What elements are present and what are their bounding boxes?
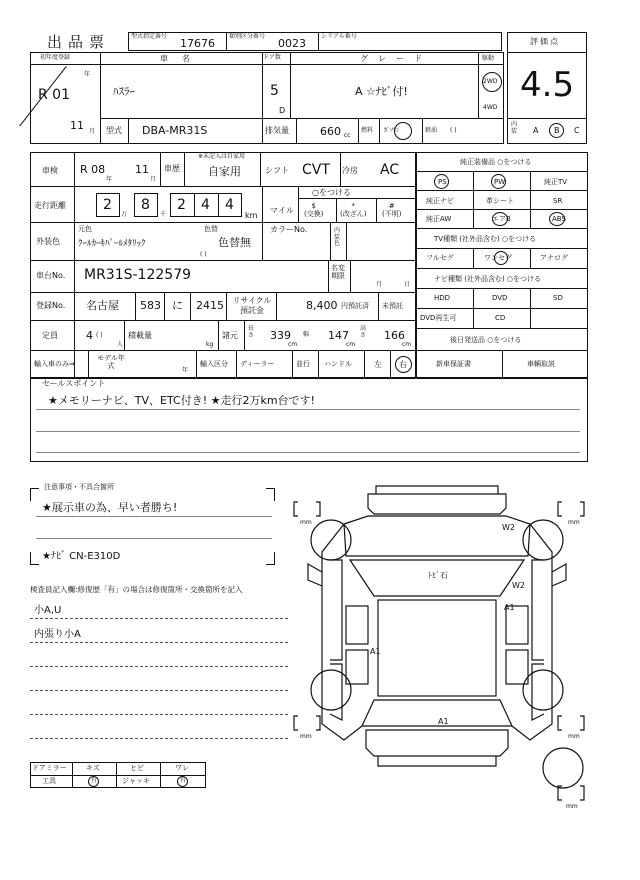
equip-tv: 純正TV — [544, 178, 568, 186]
capacity-value: 4 — [86, 329, 93, 342]
plate-class: 583 — [140, 299, 161, 312]
altered-label: * (改ざん) — [340, 202, 367, 219]
legend-jack: ジャッキ — [122, 777, 150, 785]
shaken-month-unit: 月 — [150, 176, 157, 183]
mm-front-right: mm — [568, 519, 580, 526]
equip-ps: PS — [438, 178, 447, 186]
mileage-digit-3: 2 — [177, 197, 186, 213]
width-value: 147 — [328, 329, 349, 342]
mark-w2-side: W2 — [512, 581, 525, 590]
navi-sd: SD — [553, 294, 563, 302]
name-change-label: 名変期限 — [331, 264, 345, 280]
name-change-month: 月 — [376, 281, 383, 288]
history-value: 自家用 — [208, 165, 241, 178]
mileage-man: 万 — [121, 211, 128, 218]
unknown-label: # (不明) — [382, 202, 402, 219]
exchange-label: $ (交換) — [304, 202, 324, 219]
katashiki-label: 型式指定番号 — [131, 33, 168, 40]
mileage-note: ○をつける — [312, 188, 351, 197]
mm-front-left: mm — [300, 519, 312, 526]
grade-value: A ☆ﾅﾋﾞ付! — [355, 85, 408, 98]
width-unit: cm — [346, 341, 356, 348]
mileage-digit-4: 4 — [201, 197, 210, 213]
shift-label: シフト — [265, 166, 289, 175]
ruibetsu-value: 0023 — [278, 37, 306, 50]
legend-crack: ヒビ — [130, 764, 144, 772]
color-change-value: 色替無 — [218, 236, 251, 249]
fuel-other: ( ) — [450, 127, 457, 134]
mileage-digit-5: 4 — [225, 197, 234, 213]
ac-label: 冷房 — [342, 166, 358, 175]
mileage-unit: km — [245, 211, 258, 220]
legend-jack-have: 有 — [180, 777, 187, 784]
capacity-label: 定員 — [42, 331, 58, 340]
length-label: 長さ — [248, 325, 255, 339]
serial-label: シリアル番号 — [321, 33, 357, 40]
doors-value: 5 — [270, 83, 279, 99]
model-year-label: モデル年式 — [97, 354, 125, 371]
legend-mirror: ドアミラー — [32, 764, 67, 772]
equip-abs: ABS — [552, 215, 566, 223]
plate-kana: に — [172, 299, 183, 312]
page-title: 出品票 — [47, 33, 111, 51]
tv-analog: アナログ — [540, 254, 568, 262]
history-label: 車歴 — [164, 164, 180, 173]
plate-region: 名古屋 — [86, 299, 119, 312]
grade-label: グレード — [360, 54, 432, 63]
mileage-sen: 千 — [160, 211, 167, 218]
width-label: 幅 — [303, 331, 310, 338]
mm-rear-right: mm — [568, 733, 580, 740]
plate-number: 2415 — [196, 299, 224, 312]
recycle-label: リサイクル預託金 — [232, 296, 272, 315]
import-label: 輸入車のみ⇒ — [34, 360, 75, 368]
length-value: 339 — [270, 329, 291, 342]
inspector-line1: 小A,U — [34, 605, 62, 616]
era-year-label: 年 — [84, 71, 91, 78]
first-reg-month: 11 — [70, 119, 84, 132]
height-unit: cm — [402, 341, 412, 348]
capacity-unit: 人 — [117, 341, 124, 348]
exterior-label: 外装色 — [36, 237, 60, 246]
displacement-value: 660 — [320, 125, 341, 138]
name-change-day: 日 — [404, 281, 411, 288]
inspector-line2: 内張り小A — [34, 629, 81, 640]
displacement-label: 排気量 — [265, 126, 289, 135]
navi-hdd: HDD — [434, 294, 451, 302]
drive-2wd: 2WD — [483, 78, 498, 85]
handle-left: 左 — [374, 360, 382, 369]
mark-a1-right: A1 — [504, 603, 515, 612]
color-change-label: 色替 — [204, 225, 218, 233]
displacement-unit: cc — [344, 132, 351, 139]
recycle-value: 8,400 — [306, 299, 338, 312]
mark-a1-left: A1 — [370, 647, 381, 656]
tv-fullseg: フルセグ — [426, 254, 454, 262]
later-manual: 車輌取説 — [527, 360, 555, 368]
tv-title: TV種類 (社外品含む) ○をつける — [434, 235, 537, 243]
mark-w2-front: W2 — [502, 523, 515, 532]
interior-grade-c: C — [574, 126, 580, 135]
drive-label: 駆動 — [482, 55, 495, 62]
tv-oneseg: ワンセグ — [484, 254, 512, 262]
model-label: 型式 — [106, 126, 122, 135]
mm-rear-left: mm — [300, 733, 312, 740]
recycle-unpaid: 未預託 — [382, 302, 403, 310]
drive-4wd: 4WD — [483, 104, 498, 111]
original-color-label: 元色 — [78, 225, 92, 233]
mm-spare: mm — [566, 803, 578, 810]
equip-leather: 革シート — [486, 197, 514, 205]
handle-label: ハンドル — [324, 360, 352, 368]
score-label: 評価点 — [530, 37, 560, 46]
notes-label: 注意事項・不具合箇所 — [44, 483, 114, 491]
doors-label: ドア数 — [263, 54, 281, 61]
dims-label: 諸元 — [222, 331, 238, 340]
navi-dvd: DVD — [492, 294, 508, 302]
mark-a1-rear: A1 — [438, 717, 449, 726]
recycle-status: 円預託済 — [341, 302, 369, 310]
mile-label: マイル — [270, 206, 294, 215]
fuel-value: ｶﾞｿﾘﾝ — [384, 127, 400, 134]
navi-cd: CD — [495, 314, 506, 322]
legend-tools: 工具 — [42, 777, 56, 785]
ac-value: AC — [380, 162, 400, 178]
height-label: 高さ — [360, 325, 367, 339]
legend-break: ワレ — [175, 764, 189, 772]
plate-label: 登録No. — [36, 301, 66, 310]
equip-navi: 純正ナビ — [426, 197, 454, 205]
light-oil-label: 軽油 — [425, 127, 438, 134]
later-title: 後日発送品 ○をつける — [450, 336, 522, 344]
mileage-digit-2: 8 — [141, 197, 150, 213]
interior-grade-b: B — [554, 126, 560, 135]
fuel-label: 燃料 — [361, 127, 374, 134]
load-label: 積載量 — [128, 331, 152, 340]
exterior-value: ｸｰﾙｶｰｷﾊﾟｰﾙﾒﾀﾘｯｸ — [78, 239, 146, 249]
equip-airbag: エアB — [492, 215, 511, 223]
legend-tools-have: 有 — [91, 777, 98, 784]
interior-label: 内装 — [511, 121, 518, 135]
later-warranty: 新車保証書 — [436, 360, 471, 368]
katashiki-value: 17676 — [180, 37, 215, 50]
car-name-label: 車名 — [160, 54, 204, 63]
shift-value: CVT — [302, 162, 330, 178]
first-reg-label: 初年度登録 — [40, 54, 71, 61]
mileage-digit-1: 2 — [103, 197, 112, 213]
parallel-label: 並行 — [296, 360, 310, 368]
notes-line2: ★ﾅﾋﾞ CN-E310D — [42, 551, 121, 562]
first-reg-year: R 01 — [38, 87, 70, 103]
history-note: ※未記入は自家用 — [198, 153, 246, 160]
model-value: DBA-MR31S — [142, 124, 208, 137]
shaken-month: 11 — [135, 163, 149, 176]
model-year-unit: 年 — [182, 367, 189, 374]
chassis-value: MR31S-122579 — [84, 267, 192, 283]
chassis-label: 車台No. — [36, 271, 66, 280]
color-no-label: カラーNo. — [270, 225, 308, 234]
shaken-year: R 08 — [80, 163, 106, 176]
height-value: 166 — [384, 329, 405, 342]
inspector-label: 検査員記入欄:修復歴「有」の場合は修復箇所・交換箇所を記入 — [30, 585, 243, 594]
navi-title: ナビ種類 (社外品含む) ○をつける — [434, 275, 542, 283]
interior-color-label: 内装色 — [334, 227, 341, 248]
notes-line1: ★展示車の為、早い者勝ち! — [42, 501, 178, 514]
equipment-title: 純正装備品 ○をつける — [460, 158, 532, 166]
score-value: 4.5 — [520, 65, 575, 105]
legend-scratch: キズ — [86, 764, 100, 772]
equip-sr: SR — [553, 197, 563, 205]
dealer-label: ディーラー — [240, 360, 275, 368]
shaken-label: 車検 — [42, 166, 58, 175]
shaken-year-unit: 年 — [106, 176, 113, 183]
equip-aw: 純正AW — [426, 215, 452, 223]
ruibetsu-label: 類別区分番号 — [229, 33, 266, 40]
doors-sub: D — [279, 106, 286, 115]
navi-dvd-play: DVD再生可 — [420, 314, 457, 322]
import-type-label: 輸入区分 — [200, 360, 228, 368]
mark-tobiishi: ﾄﾋﾞ石 — [428, 571, 448, 580]
month-label: 月 — [89, 128, 96, 135]
sales-label: セールスポイント — [42, 379, 106, 388]
mileage-label: 走行距離 — [34, 201, 66, 210]
handle-right: 右 — [399, 360, 407, 369]
equip-pw: PW — [494, 178, 506, 186]
length-unit: cm — [288, 341, 298, 348]
car-name-value: ﾊｽﾗｰ — [113, 85, 135, 98]
sales-text: ★メモリーナビ、TV、ETC付き! ★走行2万km台です! — [48, 394, 315, 407]
color-change-paren: ( ) — [200, 251, 207, 258]
interior-grade-a: A — [533, 126, 539, 135]
load-unit: kg — [206, 341, 214, 348]
